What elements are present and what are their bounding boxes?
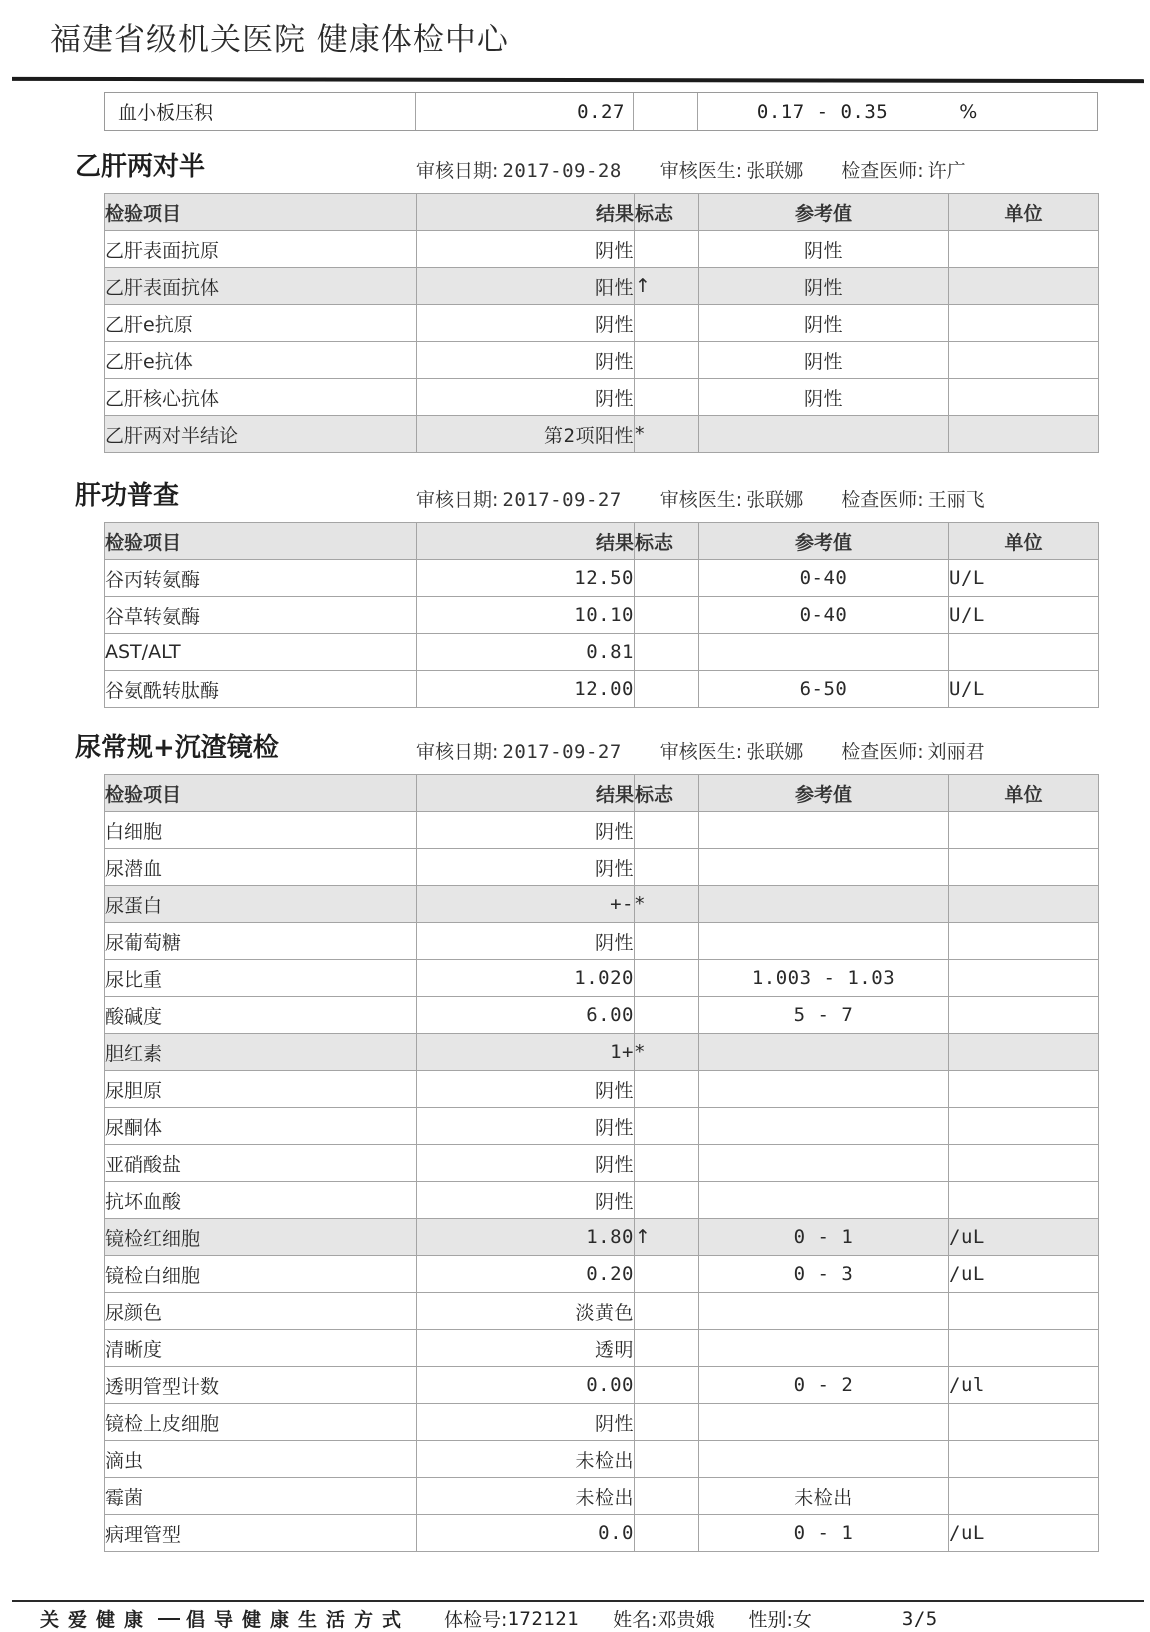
table-row [105,342,1099,379]
table-row [105,1108,1099,1145]
row-reference [699,1034,949,1071]
table-header-row [105,775,1099,812]
row-flag [635,1071,699,1108]
table-row [105,886,1099,923]
row-result: 阳性 [417,268,635,305]
row-flag: * [635,886,699,923]
row-reference [699,1108,949,1145]
row-reference: 6-50 [699,671,949,708]
fragment-result: 0.27 [416,93,634,130]
row-unit: U/L [949,671,1099,708]
review-date-label: 审核日期: [416,489,499,511]
row-result: 阴性 [417,1145,635,1182]
row-result: 阴性 [417,305,635,342]
table-row [105,305,1099,342]
row-item: 滴虫 [105,1441,417,1478]
row-result: 阴性 [417,1108,635,1145]
row-unit [949,231,1099,268]
row-item: 透明管型计数 [105,1367,417,1404]
row-unit [949,1108,1099,1145]
row-flag [635,923,699,960]
footer-slogan-left: 关爱健康 [40,1609,153,1631]
row-reference: 0-40 [699,597,949,634]
row-result: +- [417,886,635,923]
exam-doctor-label: 检查医师: [841,160,924,182]
row-result: 0.20 [417,1256,635,1293]
column-header-unit: 单位 [949,775,1099,812]
fragment-reference: 0.17 - 0.35 [756,100,889,123]
column-header-reference: 参考值 [699,523,949,560]
row-unit [949,1071,1099,1108]
table-row [105,1034,1099,1071]
table-row [105,416,1099,453]
row-reference [699,1404,949,1441]
patient-name-value: 邓贵娥 [657,1609,715,1631]
row-result: 1.020 [417,960,635,997]
row-result: 0.81 [417,634,635,671]
row-flag: * [635,1034,699,1071]
row-reference: 阴性 [699,231,949,268]
row-flag [635,342,699,379]
row-reference: 5 - 7 [699,997,949,1034]
row-flag [635,671,699,708]
row-item: 镜检上皮细胞 [105,1404,417,1441]
section-title: 肝功普查 [75,481,180,511]
row-reference [699,886,949,923]
table-row [105,1404,1099,1441]
row-unit: /uL [949,1219,1099,1256]
review-doctor-label: 审核医生: [659,489,743,511]
row-reference: 0 - 1 [699,1515,949,1552]
row-flag [635,379,699,416]
row-reference [699,1071,949,1108]
row-result: 阴性 [417,342,635,379]
exam-doctor-label: 检查医师: [841,489,924,511]
review-doctor-value: 张联娜 [746,741,804,763]
row-flag [635,634,699,671]
column-header-flag: 标志 [635,194,699,231]
row-unit [949,1330,1099,1367]
column-header-unit: 单位 [949,523,1099,560]
row-unit [949,305,1099,342]
row-item: 尿胆原 [105,1071,417,1108]
row-unit [949,379,1099,416]
row-flag [635,1515,699,1552]
row-flag [635,1256,699,1293]
review-date-value: 2017-09-28 [502,160,622,182]
column-header-item: 检验项目 [105,775,417,812]
table-header-row [105,194,1099,231]
gender-value: 女 [792,1609,812,1631]
row-item: 酸碱度 [105,997,417,1034]
row-result: 12.00 [417,671,635,708]
row-item: 镜检红细胞 [105,1219,417,1256]
row-result: 阴性 [417,923,635,960]
row-unit [949,812,1099,849]
patient-name-label: 姓名: [613,1609,658,1631]
row-item: 谷氨酰转肽酶 [105,671,417,708]
table-row [105,1515,1099,1552]
row-flag [635,849,699,886]
review-date-label: 审核日期: [416,160,499,182]
column-header-flag: 标志 [635,523,699,560]
column-header-item: 检验项目 [105,523,417,560]
row-unit [949,1293,1099,1330]
table-row [105,560,1099,597]
table-row [105,1182,1099,1219]
row-reference [699,1293,949,1330]
row-unit [949,634,1099,671]
row-flag [635,1293,699,1330]
row-reference [699,849,949,886]
row-reference [699,1330,949,1367]
row-unit [949,923,1099,960]
row-item: 尿潜血 [105,849,417,886]
row-item: 谷丙转氨酶 [105,560,417,597]
section-meta [416,156,966,183]
row-flag [635,305,699,342]
row-unit [949,1182,1099,1219]
row-result: 阴性 [417,812,635,849]
review-doctor-label: 审核医生: [659,160,743,182]
table-row [105,1441,1099,1478]
row-flag: ↑ [635,268,699,305]
row-unit [949,1145,1099,1182]
row-result: 1+ [417,1034,635,1071]
table-row [105,268,1099,305]
table-row [105,1367,1099,1404]
row-unit: U/L [949,560,1099,597]
row-result: 阴性 [417,231,635,268]
row-flag [635,560,699,597]
column-header-result: 结果 [417,194,635,231]
exam-doctor-value: 许广 [927,160,966,182]
footer [40,1605,938,1632]
row-item: 乙肝核心抗体 [105,379,417,416]
row-reference: 阴性 [699,305,949,342]
table-row [105,597,1099,634]
row-flag: * [635,416,699,453]
row-result: 1.80 [417,1219,635,1256]
row-flag [635,960,699,997]
page-title: 福建省级机关医院 健康体检中心 [50,22,509,58]
row-item: 乙肝两对半结论 [105,416,417,453]
row-result: 0.00 [417,1367,635,1404]
table-row [105,1219,1099,1256]
row-reference [699,1182,949,1219]
row-flag [635,1478,699,1515]
row-flag [635,1182,699,1219]
section-meta [416,737,985,764]
section-title: 乙肝两对半 [75,152,206,182]
row-flag [635,1108,699,1145]
column-header-reference: 参考值 [699,194,949,231]
row-item: 清晰度 [105,1330,417,1367]
row-item: 亚硝酸盐 [105,1145,417,1182]
row-unit [949,886,1099,923]
row-reference [699,634,949,671]
fragment-unit: % [959,100,978,123]
row-unit [949,1478,1099,1515]
row-result: 未检出 [417,1478,635,1515]
table-row [105,1478,1099,1515]
review-doctor-label: 审核医生: [659,741,743,763]
table-row [105,379,1099,416]
row-result: 阴性 [417,1182,635,1219]
table-row [105,812,1099,849]
row-item: 镜检白细胞 [105,1256,417,1293]
exam-doctor-value: 刘丽君 [927,741,985,763]
review-doctor-value: 张联娜 [746,489,804,511]
column-header-result: 结果 [417,523,635,560]
row-result: 10.10 [417,597,635,634]
row-unit [949,342,1099,379]
row-item: 谷草转氨酶 [105,597,417,634]
row-item: AST/ALT [105,634,417,671]
row-item: 胆红素 [105,1034,417,1071]
table-row [105,849,1099,886]
row-reference: 1.003 - 1.03 [699,960,949,997]
row-item: 乙肝e抗体 [105,342,417,379]
row-item: 乙肝e抗原 [105,305,417,342]
row-reference [699,416,949,453]
footer-separator [158,1618,180,1620]
column-header-unit: 单位 [949,194,1099,231]
row-flag [635,597,699,634]
row-item: 病理管型 [105,1515,417,1552]
table-row [105,997,1099,1034]
review-doctor-value: 张联娜 [746,160,804,182]
review-date-label: 审核日期: [416,741,499,763]
row-reference [699,923,949,960]
table-row [105,923,1099,960]
table-row [105,1071,1099,1108]
header-divider [12,77,1144,83]
row-reference: 阴性 [699,342,949,379]
row-item: 霉菌 [105,1478,417,1515]
row-unit: /ul [949,1367,1099,1404]
row-result: 透明 [417,1330,635,1367]
row-flag [635,1441,699,1478]
row-reference: 未检出 [699,1478,949,1515]
row-item: 乙肝表面抗体 [105,268,417,305]
fragment-item: 血小板压积 [105,93,416,130]
fragment-flag [634,93,698,130]
row-unit: /uL [949,1256,1099,1293]
footer-slogan-right: 倡导健康生活方式 [186,1609,411,1631]
exam-doctor-label: 检查医师: [841,741,924,763]
exam-no-label: 体检号: [444,1609,508,1631]
row-reference: 0 - 3 [699,1256,949,1293]
row-result: 第2项阳性 [417,416,635,453]
row-unit [949,849,1099,886]
section-meta [416,485,985,512]
gender-label: 性别: [748,1609,793,1631]
row-reference [699,1441,949,1478]
row-item: 白细胞 [105,812,417,849]
row-result: 未检出 [417,1441,635,1478]
row-item: 尿酮体 [105,1108,417,1145]
row-unit: /uL [949,1515,1099,1552]
table-row [105,1293,1099,1330]
row-reference [699,812,949,849]
row-item: 乙肝表面抗原 [105,231,417,268]
row-result: 12.50 [417,560,635,597]
row-reference: 0 - 2 [699,1367,949,1404]
column-header-result: 结果 [417,775,635,812]
table-row [105,960,1099,997]
row-unit [949,268,1099,305]
row-flag [635,997,699,1034]
column-header-reference: 参考值 [699,775,949,812]
table-row [105,671,1099,708]
review-date-value: 2017-09-27 [502,489,622,511]
row-unit [949,960,1099,997]
table-header-row [105,523,1099,560]
row-flag: ↑ [635,1219,699,1256]
row-result: 阴性 [417,849,635,886]
footer-divider [12,1600,1144,1602]
column-header-flag: 标志 [635,775,699,812]
row-flag [635,1330,699,1367]
row-item: 尿蛋白 [105,886,417,923]
exam-no-value: 172121 [507,1607,580,1630]
row-unit [949,416,1099,453]
row-flag [635,231,699,268]
row-result: 阴性 [417,379,635,416]
row-result: 0.0 [417,1515,635,1552]
row-unit [949,1034,1099,1071]
row-reference: 0 - 1 [699,1219,949,1256]
row-item: 抗坏血酸 [105,1182,417,1219]
row-flag [635,1404,699,1441]
table-row [105,1330,1099,1367]
row-reference [699,1145,949,1182]
row-result: 阴性 [417,1071,635,1108]
table-row [105,1256,1099,1293]
row-unit: U/L [949,597,1099,634]
row-result: 阴性 [417,1404,635,1441]
row-item: 尿颜色 [105,1293,417,1330]
row-result: 6.00 [417,997,635,1034]
row-item: 尿葡萄糖 [105,923,417,960]
results-table [104,193,1099,453]
results-table [104,774,1099,1552]
row-unit [949,997,1099,1034]
row-unit [949,1441,1099,1478]
row-flag [635,1367,699,1404]
results-table [104,522,1099,708]
row-result: 淡黄色 [417,1293,635,1330]
row-reference: 阴性 [699,379,949,416]
table-row [105,634,1099,671]
row-unit [949,1404,1099,1441]
review-date-value: 2017-09-27 [502,741,622,763]
row-flag [635,812,699,849]
row-flag [635,1145,699,1182]
fragment-row [104,92,1098,131]
column-header-item: 检验项目 [105,194,417,231]
page-number: 3/5 [901,1607,938,1630]
table-row [105,231,1099,268]
row-item: 尿比重 [105,960,417,997]
table-row [105,1145,1099,1182]
row-reference: 阴性 [699,268,949,305]
row-reference: 0-40 [699,560,949,597]
exam-doctor-value: 王丽飞 [927,489,985,511]
section-title: 尿常规+沉渣镜检 [75,733,279,763]
